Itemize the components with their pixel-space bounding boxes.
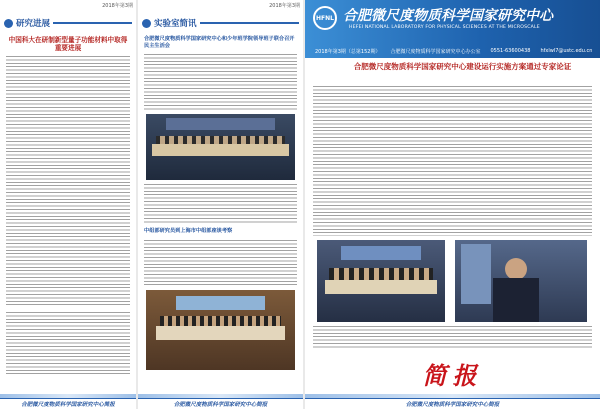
masthead-subtitle: HEFEI NATIONAL LABORATORY FOR PHYSICAL SCIENCES AT THE MICROSCALE <box>349 25 540 30</box>
headline: 合肥微尺度物质科学国家研究中心建设运行实施方案通过专家论证 <box>353 62 572 71</box>
news-item-1-body <box>144 54 297 110</box>
meeting-photo-2 <box>146 290 295 370</box>
masthead-title: 合肥微尺度物质科学国家研究中心 <box>343 8 553 24</box>
article-title: 中国科大在研制新型量子功能材料中取得重要进展 <box>8 36 128 52</box>
article-body-2 <box>6 312 130 374</box>
page-research-progress <box>0 0 136 409</box>
bulletin-stamp: 简报 <box>422 362 483 390</box>
news-item-2-body <box>144 240 297 286</box>
issue-label: 2018年第3期 <box>269 3 300 9</box>
section-title: 研究进展 <box>16 19 51 29</box>
lab-logo-icon: HFNL <box>313 6 337 30</box>
section-title: 实验室简讯 <box>154 19 197 29</box>
news-item-2-title: 中组部研究员到上海市中组部座谈考察 <box>144 228 233 234</box>
news-item-1-title: 合肥微尺度物质科学国家研究中心和少年班学院领导班子联合召开民主生活会 <box>144 36 295 49</box>
phone-number: 0551-63600438 <box>490 48 531 54</box>
section-icon <box>142 19 151 28</box>
masthead <box>305 0 600 58</box>
meeting-photo-1 <box>146 114 295 180</box>
speaker-photo <box>455 240 587 322</box>
page-footer: 合肥微尺度物质科学国家研究中心简报 <box>138 398 303 409</box>
page-front-cover <box>305 0 600 409</box>
office-name: 合肥微尺度物质科学国家研究中心办公室 <box>390 48 481 55</box>
section-header <box>4 16 132 30</box>
masthead-info <box>305 44 600 58</box>
issue-number: 2018年第3期（总第152期） <box>315 48 381 55</box>
section-icon <box>4 19 13 28</box>
section-header <box>142 16 299 30</box>
page-footer: 合肥微尺度物质科学国家研究中心简报 <box>305 398 600 409</box>
article-body <box>313 86 592 236</box>
page-lab-news <box>138 0 303 409</box>
page-footer: 合肥微尺度物质科学国家研究中心简报 <box>0 398 136 409</box>
meeting-photo-3 <box>317 240 445 322</box>
email-address: hfxlwl7@ustc.edu.cn <box>540 48 593 54</box>
issue-label: 2018年第3期 <box>102 3 133 9</box>
article-body <box>6 56 130 306</box>
